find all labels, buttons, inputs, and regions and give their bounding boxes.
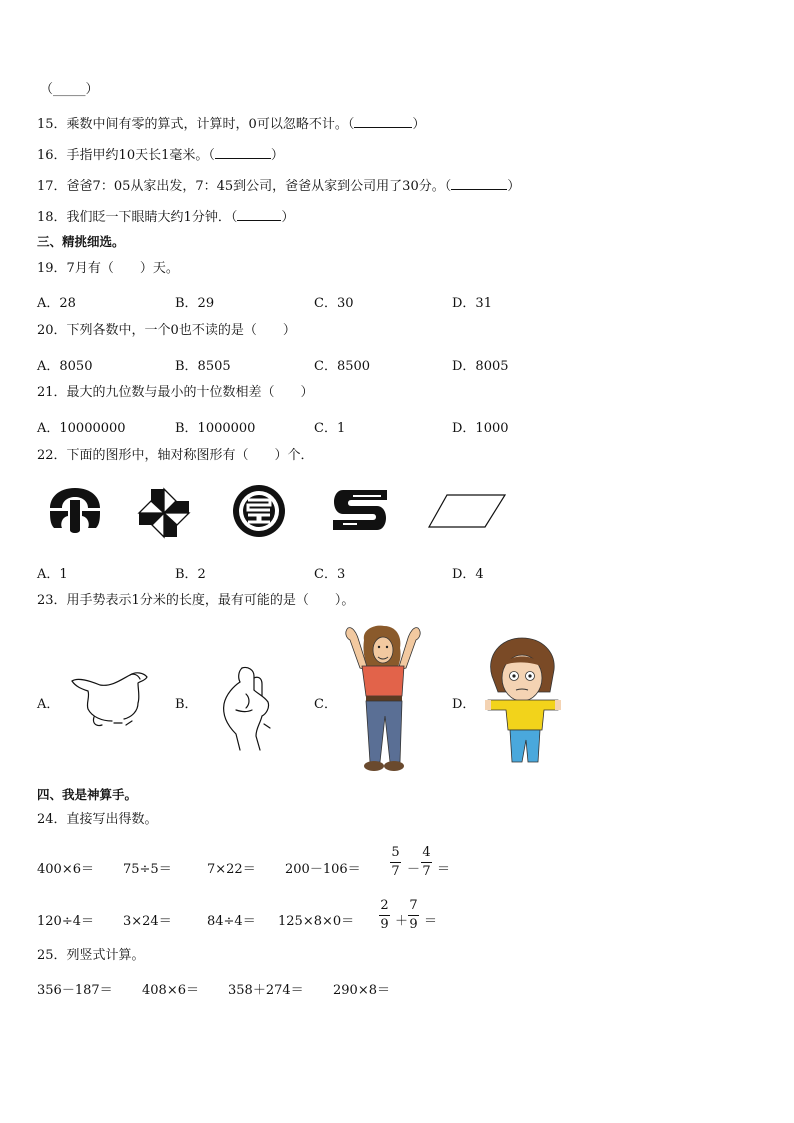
q19-option-d[interactable]: D．31 [452, 296, 492, 311]
q21-option-c[interactable]: C．1 [314, 421, 346, 436]
question-number: 17． [37, 179, 67, 194]
question-16 [37, 146, 284, 164]
q20-option-c[interactable]: C．8500 [314, 359, 371, 374]
calc-item: 7×22＝ [207, 862, 256, 877]
top-fragment: （_____） [40, 82, 99, 97]
calc-item: 400×6＝ [37, 862, 94, 877]
question-number: 16． [37, 148, 67, 163]
q21-option-b[interactable]: B．1000000 [175, 421, 256, 436]
q20-option-b[interactable]: B．8505 [175, 359, 231, 374]
numerator: 4 [422, 845, 431, 860]
question-18 [37, 208, 294, 226]
question-15 [37, 115, 425, 133]
numerator: 2 [380, 898, 389, 913]
operator: ＋ [395, 914, 409, 929]
calc-item: 125×8×0＝ [278, 914, 355, 929]
question-19: 19．7月有（ ）天。 [37, 261, 179, 276]
answer-blank[interactable] [354, 115, 412, 128]
q22-option-b[interactable]: B．2 [175, 567, 206, 582]
bank-logo-shape [231, 483, 287, 539]
question-text: 手指甲约10天长1毫米。（ [66, 148, 215, 163]
bracket-end: ） [281, 210, 295, 225]
section-3-title: 三、精挑细选。 [37, 234, 125, 249]
q22-option-c[interactable]: C．3 [314, 567, 346, 582]
numerator: 7 [409, 898, 418, 913]
s-logo-shape [331, 487, 389, 533]
section-4-title: 四、我是神算手。 [37, 787, 138, 802]
q21-option-a[interactable]: A．10000000 [37, 421, 126, 436]
pinwheel-shape [135, 487, 193, 539]
question-text: 我们眨一下眼睛大约1分钟．（ [66, 210, 238, 225]
q23-option-d[interactable]: D． [452, 697, 476, 712]
question-25: 25．列竖式计算。 [37, 948, 145, 963]
person-arms-raised-icon [340, 624, 426, 774]
denominator: 9 [380, 917, 389, 932]
question-text: 乘数中间有零的算式，计算时，0可以忽略不计。（ [66, 117, 355, 132]
vertical-calc-item: 356－187＝ [37, 983, 113, 998]
q19-option-a[interactable]: A．28 [37, 296, 76, 311]
question-21: 21．最大的九位数与最小的十位数相差（ ） [37, 385, 314, 400]
question-22: 22．下面的图形中，轴对称图形有（ ）个． [37, 448, 314, 463]
q22-option-a[interactable]: A．1 [37, 567, 68, 582]
question-number: 18． [37, 210, 67, 225]
q23-option-b[interactable]: B． [175, 697, 198, 712]
anchor-logo-shape [48, 484, 102, 538]
q22-option-d[interactable]: D．4 [452, 567, 484, 582]
bracket-end: ） [270, 148, 284, 163]
fraction [379, 899, 390, 932]
vertical-calc-item: 358＋274＝ [228, 983, 304, 998]
q23-option-a[interactable]: A． [37, 697, 60, 712]
answer-blank[interactable] [237, 208, 281, 221]
equals-sign: ＝ [424, 914, 438, 929]
denominator: 7 [422, 864, 431, 879]
q23-option-c[interactable]: C． [314, 697, 337, 712]
numerator: 5 [391, 845, 400, 860]
vertical-calc-item: 408×6＝ [142, 983, 199, 998]
calc-item: 75÷5＝ [123, 862, 172, 877]
answer-blank[interactable] [215, 146, 271, 159]
calc-item: 3×24＝ [123, 914, 172, 929]
q19-option-c[interactable]: C．30 [314, 296, 354, 311]
question-number: 15． [37, 117, 67, 132]
calc-item: 200－106＝ [285, 862, 361, 877]
fraction [408, 899, 419, 932]
parallelogram-shape [427, 493, 507, 529]
vertical-calc-item: 290×8＝ [333, 983, 390, 998]
operator: － [407, 862, 421, 877]
question-20: 20．下列各数中，一个0也不读的是（ ） [37, 323, 296, 338]
q21-option-d[interactable]: D．1000 [452, 421, 509, 436]
question-23: 23．用手势表示1分米的长度，最有可能的是（ ）。 [37, 593, 355, 608]
q20-option-d[interactable]: D．8005 [452, 359, 509, 374]
boy-arms-spread-icon [484, 636, 562, 764]
question-text: 爸爸7：05从家出发，7：45到公司，爸爸从家到公司用了30分。（ [66, 179, 452, 194]
hand-gesture-pinch-icon [216, 664, 274, 754]
fraction [390, 846, 401, 879]
answer-blank[interactable] [451, 177, 507, 190]
equals-sign: ＝ [437, 862, 451, 877]
bracket-end: ） [507, 179, 521, 194]
calc-item: 120÷4＝ [37, 914, 94, 929]
calc-item: 84÷4＝ [207, 914, 256, 929]
q19-option-b[interactable]: B．29 [175, 296, 215, 311]
q20-option-a[interactable]: A．8050 [37, 359, 93, 374]
question-24: 24．直接写出得数。 [37, 812, 158, 827]
denominator: 7 [391, 864, 400, 879]
denominator: 9 [409, 917, 418, 932]
question-17 [37, 177, 520, 195]
bracket-end: ） [412, 117, 426, 132]
fraction [421, 846, 432, 879]
hand-gesture-wide-icon [68, 667, 152, 729]
